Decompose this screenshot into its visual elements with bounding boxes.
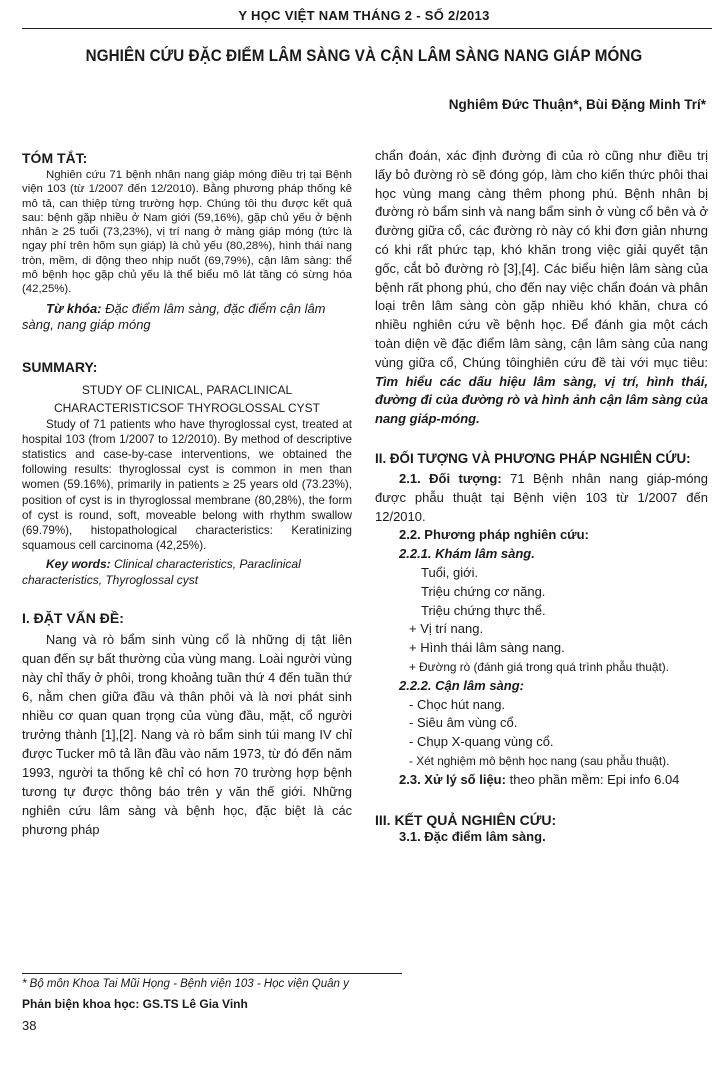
list-item: Tuổi, giới.	[421, 564, 479, 580]
section-2-3-label: 2.3. Xử lý số liệu:	[399, 771, 506, 787]
journal-header: Y HỌC VIỆT NAM THÁNG 2 - SỐ 2/2013	[238, 8, 490, 23]
summary-keywords-text: Clinical characteristics, Paraclinical characteristics, Thyroglossal cyst	[22, 556, 301, 587]
header-rule	[22, 28, 712, 29]
list-item: + Vị trí nang.	[409, 621, 484, 637]
summary-keywords-label: Key words:	[46, 556, 111, 571]
page-number: 38	[22, 1018, 37, 1033]
tomtat-keywords-text: Đặc điểm lâm sàng, đặc điểm cận lâm sàng, nang giáp móng	[22, 300, 326, 332]
section-2-2-1-heading: 2.2.1. Khám lâm sàng.	[399, 546, 535, 562]
list-item: + Đường rò (đánh giá trong quá trình phẫu thuật).	[409, 659, 669, 674]
section-3-heading: III. KẾT QUẢ NGHIÊN CỨU:	[375, 811, 557, 828]
summary-body: Study of 71 patients who have thyroglossal cyst, treated at hospital 103 (from 1/2007 to 12/2010). By method of descriptive statistics and case-by-case interventions, we obtained the following results: thyroglossal cyst is common in men than women (59.16%), primarily in patients ≥ 25 years old (73.23%), position of cyst is in thyroglossal membrane (80,28%), the form of cyst is round, soft, moveable belong with rhythm swallow (69.79%), histopathological characteristics: Keratinizing squamous cell carcinoma (42,25%).	[22, 417, 352, 553]
section-3-1-heading: 3.1. Đặc điểm lâm sàng.	[399, 828, 546, 844]
reviewer: Phản biện khoa học: GS.TS Lê Gia Vinh	[22, 997, 248, 1011]
tomtat-keywords-label: Từ khóa:	[46, 300, 102, 316]
summary-title-1: STUDY OF CLINICAL, PARACLINICAL	[81, 382, 293, 397]
intro-body: Nang và rò bẩm sinh vùng cổ là những dị tật liên quan đến sự bất thường của vùng mang. Loài người vùng này chỉ thấy ở phôi, trong khoảng tuần thứ 4 đến tuần thứ 6, nằm chen giữa đầu và thân phôi và là nơi phát sinh nhiều cơ quan quan trọng của vùng đầu, mặt, cổ người trưởng thành [1],[2]. Nang và rò bẩm sinh túi mang IV chỉ được Tucker mô tả lần đầu vào năm 1973, từ đó đến năm 1993, người ta thống kê chỉ có hơn 70 trường hợp bệnh tương tự được thông báo trên y văn thế giới. Những nghiên cứu lâm sàng và bệnh học, đặc biệt là các phương pháp	[22, 631, 352, 837]
authors: Nghiêm Đức Thuận*, Bùi Đặng Minh Trí*	[448, 97, 706, 112]
intro-continuation-text: chẩn đoán, xác định đường đi của rò cũng như điều trị lấy bỏ đường rò sẽ đóng góp, làm cho kiến thức phôi thai học vùng mang càng thêm phong phú. Bệnh nhân bị đường rò bẩm sinh và nang bẩm sinh ở vùng cổ bên và ở đường giữa cổ, các đường rò này có khi đơn giản nhưng có khi rất phức tạp, khó khăn trong việc giải quyết tận gốc, cắt bỏ đường rò [3],[4]. Các biểu hiện lâm sàng của bệnh rất phong phú, cho đến nay việc chẩn đoán và phân loại trên lâm sàng còn gặp nhiều khó khăn, chưa có nhiều nghiên cứu về bệnh học. Để đánh gia một cách toàn diện về đặc điểm lâm sàng, cận lâm sàng của nang vùng giữa cổ, Chúng tôinghiên cứu đề tài với mục tiêu:	[375, 148, 708, 370]
list-item: - Chụp X-quang vùng cổ.	[409, 734, 554, 750]
section-2-1-text: 71 Bệnh nhân nang giáp-móng được phẫu thuật tại Bệnh viện 103 từ 1/2007 đến 12/2010.	[375, 470, 708, 524]
list-item: - Xét nghiệm mô bệnh học nang (sau phẫu thuật).	[409, 753, 670, 768]
section-2-3-text: theo phần mềm: Epi info 6.04	[509, 771, 680, 787]
article-title: NGHIÊN CỨU ĐẶC ĐIỂM LÂM SÀNG VÀ CẬN LÂM SÀNG NANG GIÁP MÓNG	[85, 47, 643, 65]
section-2-3	[375, 771, 708, 790]
summary-heading: SUMMARY:	[22, 358, 98, 375]
section-2-2-2-heading: 2.2.2. Cận lâm sàng:	[399, 677, 524, 693]
left-column	[22, 150, 352, 839]
section-2-2-heading: 2.2. Phương pháp nghiên cứu:	[399, 527, 589, 543]
intro-continuation	[375, 147, 708, 429]
list-item: - Siêu âm vùng cổ.	[409, 715, 518, 731]
footnote-rule	[22, 973, 402, 974]
list-item: - Chọc hút nang.	[409, 696, 506, 712]
list-item: Triệu chứng cơ năng.	[421, 583, 546, 599]
section-2-heading: II. ĐỐI TƯỢNG VÀ PHƯƠNG PHÁP NGHIÊN CỨU:	[375, 450, 691, 466]
tomtat-body: Nghiên cứu 71 bệnh nhân nang giáp móng điều trị tại Bệnh viện 103 (từ 1/2007 đến 12/2010). Bằng phương pháp thống kê mô tả, can thiệp từng trường hợp. Chúng tôi thu được kết quả sau: bệnh gặp nhiều ở Nam giới (59,16%), gặp chủ yếu ở bệnh nhân ≥ 25 tuổi (73,23%), vị trí nang ở màng giáp móng (tức là ngay phí trên hõm sụn giáp) là chủ yếu (80,28%), hình thái nang tròn, mềm, di động theo nhịp nuốt (69,79%), cận lâm sàng: thể mô bệnh học gặp chủ yếu là thể biểu mô lát tầng có sừng hóa (42,25%).	[22, 169, 352, 296]
summary-keywords	[22, 556, 352, 588]
study-objective: Tìm hiểu các dấu hiệu lâm sàng, vị trí, hình thái, đường đi của đường rò và hình ảnh cận lâm sàng của nang giáp-móng.	[375, 373, 708, 427]
footnote: * Bộ môn Khoa Tai Mũi Họng - Bệnh viện 103 - Học viện Quân y	[22, 978, 349, 990]
list-item: + Hình thái lâm sàng nang.	[409, 640, 565, 656]
tomtat-heading: TÓM TẮT:	[22, 150, 88, 166]
list-item: Triệu chứng thực thể.	[421, 602, 546, 618]
tomtat-keywords	[22, 301, 352, 333]
intro-heading: I. ĐẶT VẤN ĐỀ:	[22, 609, 124, 626]
summary-title-2: CHARACTERISTICSOF THYROGLOSSAL CYST	[53, 400, 321, 415]
section-2-1-label: 2.1. Đối tượng:	[399, 470, 502, 486]
right-column	[375, 147, 708, 846]
section-2-1	[375, 470, 708, 526]
